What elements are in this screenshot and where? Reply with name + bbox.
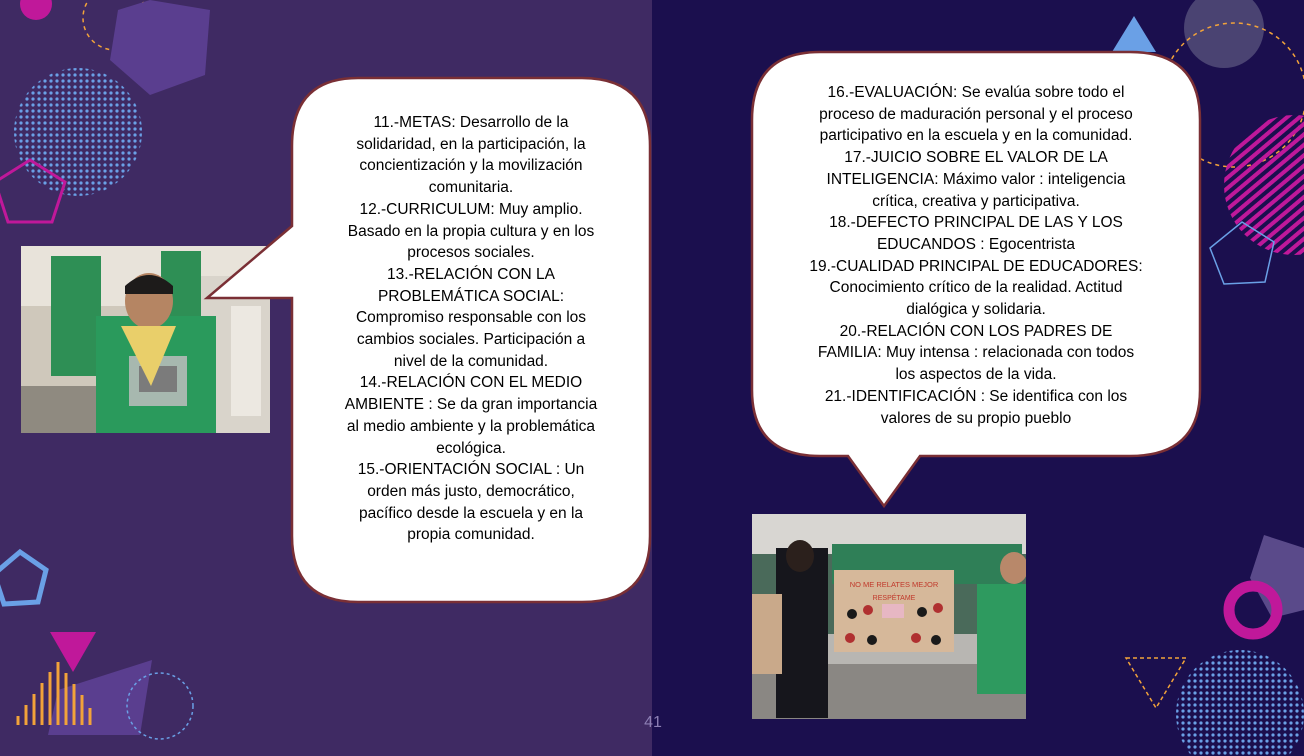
text-line: crítica, creativa y participativa. [872,192,1080,210]
text-line: Compromiso responsable con los [355,309,587,327]
banner-line-1: NO ME RELATES MEJOR [849,580,939,589]
right-bubble-text [756,82,1196,429]
text-line: INTELIGENCIA: Máximo valor : inteligencia [826,170,1126,188]
text-line: EDUCANDOS : Egocentrista [876,235,1076,253]
text-line: al medio ambiente y la problemática [346,417,596,435]
text-line: 16.-EVALUACIÓN: Se evalúa sobre todo el [827,84,1125,101]
text-line: 19.-CUALIDAD PRINCIPAL DE EDUCADORES: [809,257,1143,275]
text-line: propia comunidad. [407,526,535,544]
protest-banner [834,570,954,652]
text-line: AMBIENTE : Se da gran importancia [344,396,598,414]
text-line: PROBLEMÁTICA SOCIAL: [377,287,565,305]
text-line: pacífico desde la escuela y en la [358,504,584,522]
text-line: concientización y la movilización [359,157,583,175]
text-line: 21.-IDENTIFICACIÓN : Se identifica con los [824,387,1128,405]
text-line: 13.-RELACIÓN CON LA [387,265,555,283]
text-line: nivel de la comunidad. [393,352,549,370]
text-line: proceso de maduración personal y el proceso [819,105,1133,123]
text-line: valores de su propio pueblo [880,409,1072,427]
text-line: participativo en la escuela y en la comunidad. [819,127,1133,145]
text-line: comunitaria. [428,179,514,197]
banner-line-2: RESPÉTAME [872,595,916,602]
text-line: 18.-DEFECTO PRINCIPAL DE LAS Y LOS [829,214,1123,232]
text-line: procesos sociales. [407,244,535,262]
text-line: los aspectos de la vida. [895,366,1057,384]
text-line: dialógica y solidaria. [906,301,1046,319]
text-line: 14.-RELACIÓN CON EL MEDIO [359,374,583,392]
left-bubble-text [296,112,646,546]
text-line: Conocimiento crítico de la realidad. Actitud [829,279,1123,297]
text-line: solidaridad, en la participación, la [356,135,586,153]
right-page [652,0,1304,756]
photo-students-banner [752,514,1026,719]
text-line: ecológica. [436,439,506,457]
text-line: FAMILIA: Muy intensa : relacionada con todos [817,344,1135,362]
text-line: cambios sociales. Participación a [356,331,586,349]
text-line: 20.-RELACIÓN CON LOS PADRES DE [839,322,1113,340]
text-line: 15.-ORIENTACIÓN SOCIAL : Un [357,461,585,479]
text-line: orden más justo, democrático, [367,482,575,500]
text-line: 17.-JUICIO SOBRE EL VALOR DE LA [844,149,1108,167]
text-line: Basado en la propia cultura y en los [347,222,595,240]
page-number: 41 [644,714,662,731]
text-line: 11.-METAS: Desarrollo de la [373,114,569,131]
text-line: 12.-CURRICULUM: Muy amplio. [359,200,583,218]
